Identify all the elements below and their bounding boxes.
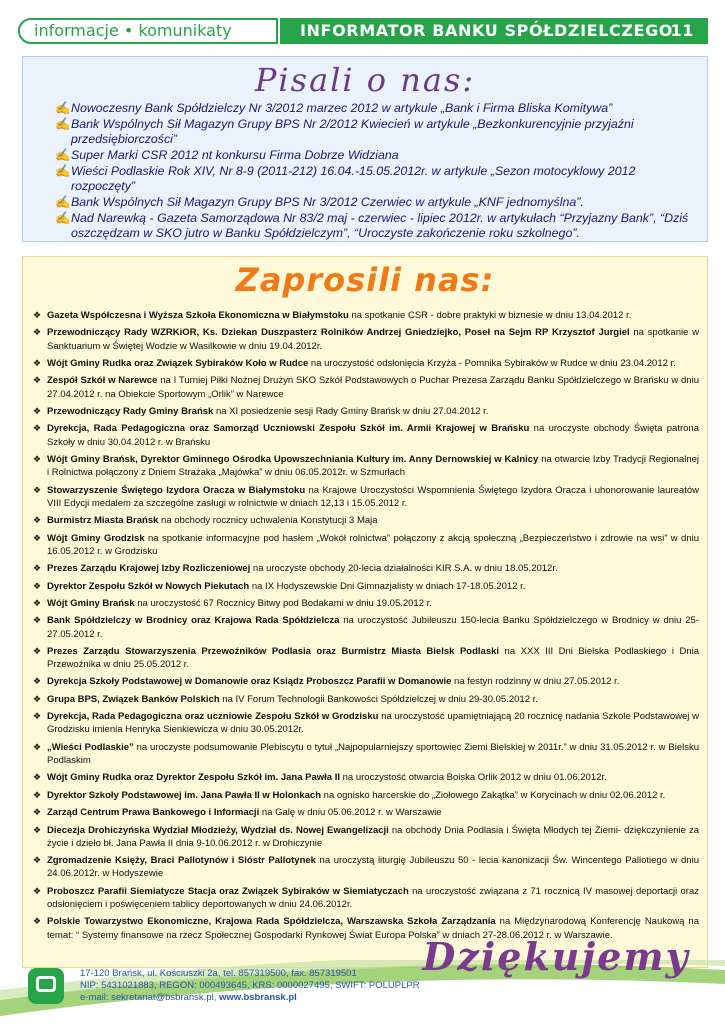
invitation-host: Dyrekcja, Rada Pedagogiczna oraz uczniowie Zespołu Szkół w Grodzisku — [47, 711, 379, 723]
diamond-bullet-icon: ❖ — [33, 885, 42, 896]
invitation-details: na uroczystość 67 Rocznicy Bitwy pod Bodakami w dniu 19.05.2012 r. — [134, 597, 432, 609]
invitation-details: na uroczystość upamiętniającą 20 rocznicę nadania Szkole Podstawowej w Grodzisku imienia Henryka Sienkiewicza w dniu 30.05.2012r. — [47, 711, 699, 736]
invitation-details: na Międzynarodową Konferencję Naukową na temat: “ Systemy finansowe na rzecz Społecznej Gospodarki Rynkowej Świat Europa Polska” w dniach 27-28.06.2012 r. w Warszawie. — [47, 916, 699, 941]
pisali-title: Pisali o nas: — [254, 61, 476, 99]
invitation-item — [33, 484, 699, 510]
invitation-host: Dyrektor Szkoły Podstawowej im. Jana Pawła II w Holonkach — [47, 789, 322, 801]
pisali-item-text: Wieści Podlaskie Rok XIV, Nr 8-9 (2011-212) 16.04.-15.05.2012r. w artykule „Sezon motocyklowy 2012 rozpoczęty” — [71, 163, 636, 194]
diamond-bullet-icon: ❖ — [33, 645, 42, 656]
pen-icon: ✍ — [55, 163, 71, 178]
diamond-bullet-icon: ❖ — [33, 375, 42, 386]
invitation-item — [33, 597, 699, 610]
invitation-item — [33, 789, 699, 802]
diamond-bullet-icon: ❖ — [33, 532, 42, 543]
pisali-list — [55, 101, 695, 242]
diamond-bullet-icon: ❖ — [33, 580, 42, 591]
diamond-bullet-icon: ❖ — [33, 484, 42, 495]
invitation-details: na IV Forum Technologii Bankowości Spółdzielczej w dniu 29-30.05.2012 r. — [219, 693, 538, 705]
invitation-item — [33, 885, 699, 911]
invitation-details: na obchody rocznicy uchwalenia Konstytucji 3 Maja — [158, 515, 378, 527]
diamond-bullet-icon: ❖ — [33, 453, 42, 464]
diamond-bullet-icon: ❖ — [33, 563, 42, 574]
pen-icon: ✍ — [55, 210, 71, 225]
diamond-bullet-icon: ❖ — [33, 807, 42, 818]
pen-icon: ✍ — [55, 148, 71, 163]
invitation-host: Wójt Gminy Brańsk, Dyrektor Gminnego Ośrodka Upowszechniania Kultury im. Anny Dernowskiej w Kalnicy — [47, 453, 539, 465]
pen-icon: ✍ — [55, 116, 71, 131]
zaprosili-list — [33, 309, 699, 946]
footer-contact — [80, 968, 460, 1004]
invitation-details: na uroczyste obchody Święta patrona Szkoły w dniu 30.04.2012 r. w Brańsku — [47, 423, 699, 448]
invitation-details: na obchody Dnia Podlasia i Święta Młodych tej Ziemi- dziękczynienie za życie i dzieło bł. Jana Pawła II dnia 9-10.06.2012 r. w Drohiczynie — [47, 824, 700, 849]
invitation-details: na uroczystą liturgię Jubileuszu 50 - lecia kanonizacji Św. Wincentego Pallotiego w dniu 24.06.2012r. w Hodyszewie — [47, 855, 699, 880]
invitation-host: Zarząd Centrum Prawa Bankowego i Informacji — [47, 807, 260, 819]
pisali-item-text: Super Marki CSR 2012 nt konkursu Firma Dobrze Widziana — [71, 148, 399, 163]
invitation-details: na Galę w dniu 05.06.2012 r. w Warszawie — [259, 807, 442, 819]
invitation-details: na otwarcie Izby Tradycji Regionalnej i Rolnictwa połączony z Dniem Strażaka „Majówka” w dniu 06.05.2012r. w Szmurłach — [47, 453, 700, 479]
invitation-host: Przewodniczący Rady Gminy Brańsk — [47, 405, 214, 417]
pen-icon: ✍ — [55, 195, 71, 210]
invitation-item — [33, 741, 699, 767]
pisali-item — [55, 148, 695, 164]
invitation-item — [33, 374, 699, 400]
diamond-bullet-icon: ❖ — [33, 916, 42, 927]
invitation-host: Polskie Towarzystwo Ekonomiczne, Krajowa Rada Spółdzielcza, Warszawska Szkoła Zarządzania — [47, 916, 496, 928]
invitation-item — [33, 710, 699, 736]
pisali-item-text: Nowoczesny Bank Spółdzielczy Nr 3/2012 marzec 2012 w artykule „Bank i Firma Bliska Komitywa” — [71, 101, 613, 115]
diamond-bullet-icon: ❖ — [33, 772, 42, 783]
diamond-bullet-icon: ❖ — [33, 711, 42, 722]
invitation-item — [33, 580, 699, 593]
pisali-item-text: Bank Wspólnych Sił Magazyn Grupy BPS Nr 2/2012 Kwiecień w artykule „Bezkonkurencyjnie przyjaźni przedsiębiorczości” — [71, 116, 634, 147]
diamond-bullet-icon: ❖ — [33, 676, 42, 687]
invitation-host: Wójt Gminy Rudka oraz Związek Sybiraków Koło w Rudce — [47, 357, 309, 369]
invitation-details: na spotkanie informacyjne pod hasłem „Wokół rolnictwa” połączony z akcją społeczną „Bezpieczeństwo i zdrowie na wsi” w dniu 16.05.2012 r. w Grodzisku — [47, 532, 699, 557]
bank-logo-icon — [28, 968, 64, 1004]
invitation-host: Prezes Zarządu Stowarzyszenia Przewoźników Podlasia oraz Burmistrz Miasta Bielsk Podlaski — [47, 645, 500, 657]
invitation-item — [33, 357, 699, 370]
footer-email: e-mail: sekretariat@bsbransk.pl, — [80, 992, 219, 1003]
pisali-item — [55, 164, 695, 195]
invitation-item — [33, 309, 699, 322]
invitation-item — [33, 854, 699, 880]
diamond-bullet-icon: ❖ — [33, 310, 42, 320]
invitation-item — [33, 614, 699, 640]
footer-registration: NIP: 5431021883, REGON: 000493645, KRS: 0000027495, SWIFT: POLUPLPR — [80, 980, 420, 991]
diamond-bullet-icon: ❖ — [33, 597, 42, 608]
invitation-item — [33, 675, 699, 688]
invitation-item — [33, 405, 699, 418]
zaprosili-title: Zaprosili nas: — [235, 261, 495, 299]
pisali-item-text: Bank Wspólnych Sił Magazyn Grupy BPS Nr 3/2012 Czerwiec w artykule „KNF jednomyślna”. — [71, 195, 584, 210]
pisali-box — [22, 56, 708, 242]
invitation-item — [33, 422, 699, 448]
invitation-host: Wójt Gminy Rudka oraz Dyrektor Zespołu Szkół im. Jana Pawła II — [47, 772, 340, 784]
invitation-host: Wójt Gminy Brańsk — [47, 597, 135, 609]
diamond-bullet-icon: ❖ — [33, 615, 42, 626]
invitation-item — [33, 326, 699, 352]
publication-title — [280, 18, 708, 44]
invitation-host: Dyrektor Zespołu Szkół w Nowych Piekutach — [47, 580, 250, 592]
invitation-host: Dyrekcja, Rada Pedagogiczna oraz Samorząd Uczniowski Zespołu Szkół im. Armii Krajowej w Brańsku — [47, 423, 530, 435]
section-label: informacje • komunikaty — [18, 18, 278, 44]
diamond-bullet-icon: ❖ — [33, 824, 42, 835]
invitation-item — [33, 771, 699, 784]
invitation-details: na uroczystość związana z 71 rocznicą IV masowej deportacji oraz odsłonięciem i poświęceniem tablicy deportowanych w dniu 24.06.2012r. — [47, 885, 700, 911]
page-number: 11 — [670, 21, 694, 40]
invitation-item — [33, 645, 699, 671]
publication-title-text: INFORMATOR BANKU SPÓŁDZIELCZEGO — [300, 21, 674, 40]
pisali-item — [55, 117, 695, 148]
invitation-host: Stowarzyszenie Świętego Izydora Oracza w Białymstoku — [47, 484, 306, 496]
invitation-details: na XXX III Dni Bielska Podlaskiego i Dnia Przewoźnika w dniu 25.05.2012 r. — [47, 645, 700, 671]
pisali-item — [55, 195, 695, 211]
invitation-host: Grupa BPS, Związek Banków Polskich — [47, 693, 220, 705]
invitation-item — [33, 532, 699, 558]
pisali-item — [55, 211, 695, 242]
invitation-item — [33, 824, 699, 850]
pen-icon: ✍ — [55, 101, 71, 115]
invitation-host: Przewodniczący Rady WZRKiOR, Ks. Dziekan Duszpasterz Rolników Andrzej Gniedziejko, Poseł na Sejm RP Krzysztof Jurgiel — [47, 327, 630, 339]
invitation-host: „Wieści Podlaskie” — [47, 741, 134, 753]
pisali-item-text: Nad Narewką - Gazeta Samorządowa Nr 83/2 maj - czerwiec - lipiec 2012r. w artykułach “Przyjazny Bank”, “Dziś oszczędzam w SKO jutro w Banku Spółdzielczym”, “Uroczyste zakończenie roku szkolnego”. — [71, 210, 689, 241]
invitation-details: na uroczystość odsłonięcia Krzyża - Pomnika Sybiraków w Rudce w dniu 23.04.2012 r. — [308, 357, 676, 369]
zaprosili-box — [22, 256, 708, 968]
invitation-details: na festyn rodzinny w dniu 27.05.2012 r. — [451, 676, 620, 688]
thanks-text: Dziękujemy — [422, 934, 690, 979]
invitation-host: Wójt Gminy Grodzisk — [47, 532, 145, 544]
invitation-details: na spotkanie CSR - dobre praktyki w biznesie w dniu 13.04.2012 r. — [348, 310, 632, 321]
invitation-item — [33, 453, 699, 479]
invitation-host: Diecezja Drohiczyńska Wydział Młodzieży, Wydział ds. Nowej Ewangelizacji — [47, 824, 389, 836]
diamond-bullet-icon: ❖ — [33, 693, 42, 704]
invitation-details: na uroczyste podsumowanie Plebiscytu o tytuł „Najpopularniejszy sportowiec Ziemi Bielskiej w 2011r.” w dniu 31.05.2012 r. w Bielsku Podlaskim — [47, 741, 700, 767]
invitation-host: Zespół Szkół w Narewce — [47, 375, 158, 387]
page-header — [18, 18, 708, 44]
invitation-item — [33, 514, 699, 527]
invitation-details: na IX Hodyszewskie Dni Gimnazjalisty w dniach 17-18.05.2012 r. — [249, 580, 526, 592]
diamond-bullet-icon: ❖ — [33, 357, 42, 368]
footer-email-line — [80, 992, 460, 1004]
diamond-bullet-icon: ❖ — [33, 741, 42, 752]
diamond-bullet-icon: ❖ — [33, 423, 42, 434]
invitation-host: Proboszcz Parafii Siemiatycze Stacja oraz Związek Sybiraków w Siemiatyczach — [47, 885, 409, 897]
diamond-bullet-icon: ❖ — [33, 789, 42, 800]
invitation-details: na Krajowe Uroczystości Wspomnienia Świętego Izydora Oracza i uhonorowanie laureatów VIII Edycji medalem za szczególne zasługi w rolnictwie w dniach 12,13 i 15.05.2012 r. — [47, 484, 699, 509]
invitation-details: na ognisko harcerskie do „Ziołowego Zakątka” w Korycinach w dniu 02.06.2012 r. — [321, 789, 666, 801]
invitation-host: Dyrekcja Szkoły Podstawowej w Domanowie oraz Ksiądz Proboszcz Parafii w Domanowie — [47, 676, 452, 688]
invitation-host: Bank Spółdzielczy w Brodnicy oraz Krajowa Rada Spółdzielcza — [47, 615, 340, 627]
invitation-details: na I Turniej Piłki Nożnej Drużyn SKO Szkół Podstawowych o Puchar Prezesa Zarządu Banku Spółdzielczego w Brańsku w dniu 27.04.2012 r. na Obiekcie Sportowym „Orlik” w Narewce — [47, 375, 699, 400]
diamond-bullet-icon: ❖ — [33, 515, 42, 526]
diamond-bullet-icon: ❖ — [33, 405, 42, 416]
invitation-details: na spotkanie w Sanktuarium w Świętej Wodzie w Wasilkowie w dniu 19.04.2012r. — [47, 327, 700, 352]
invitation-host: Zgromadzenie Księży, Braci Pallotynów i Sióstr Pallotynek — [47, 855, 316, 867]
invitation-details: na XI posiedzenie sesji Rady Gminy Brańsk w dniu 27.04.2012 r. — [213, 405, 489, 417]
footer-address: 17-120 Brańsk, ul. Kościuszki 2a, tel. 857319500, fax. 857319501 — [80, 968, 357, 979]
invitation-host: Prezes Zarządu Krajowej Izby Rozliczeniowej — [47, 563, 251, 575]
invitation-item — [33, 806, 699, 819]
invitation-details: na uroczystość otwarcia Boiska Orlik 2012 w dniu 01.06.2012r. — [340, 772, 607, 784]
invitation-details: na uroczyste obchody 20-lecia działalności KIR S.A. w dniu 18.05.2012r. — [250, 563, 558, 575]
invitation-item — [33, 693, 699, 706]
footer-website-link[interactable]: www.bsbransk.pl — [219, 992, 297, 1003]
pisali-item — [55, 101, 695, 117]
invitation-details: na uroczystość Jubileuszu 150-lecia Banku Spółdzielczego w Brodnicy w dniu 25-27.05.2012 r. — [47, 615, 699, 640]
invitation-host: Gazeta Współczesna i Wyższa Szkoła Ekonomiczna w Białymstoku — [47, 310, 349, 321]
invitation-host: Burmistrz Miasta Brańsk — [47, 515, 159, 527]
invitation-item — [33, 562, 699, 575]
diamond-bullet-icon: ❖ — [33, 327, 42, 338]
diamond-bullet-icon: ❖ — [33, 855, 42, 866]
